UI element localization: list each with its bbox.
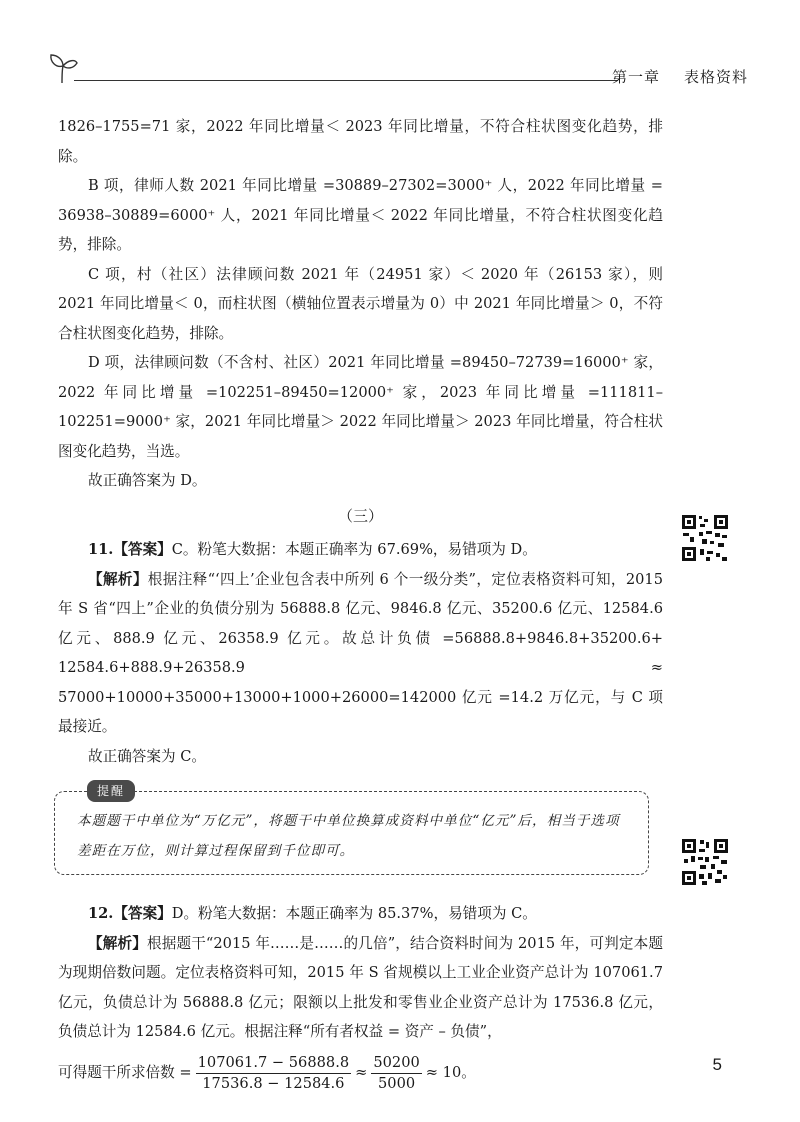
q12-explanation — [58, 929, 663, 1047]
fraction-2 — [371, 1053, 421, 1094]
qr-code-icon[interactable] — [680, 513, 730, 563]
page-number: 5 — [712, 1055, 722, 1074]
q11-explanation-text: 根据注释“‘四上’企业包含表中所列 6 个一级分类”，定位表格资料可知，2015 年 S 省“四上”企业的负债分别为 56888.8 亿元、9846.8 亿元、35200.6 亿元、12584.6 亿元、888.9 亿元、26358.9 亿元。故总计负债 =56888.8+9846.8+35200.6+ 12584.6+888.9+26358.9 ≈ 57000+10000+35000+13000+1000+26000=142000 亿元 =14.2 万亿元，与 C 项最接近。 — [58, 570, 663, 735]
tip-label: 提醒 — [87, 780, 135, 802]
formula-approx: ≈ — [355, 1064, 368, 1082]
chapter-label: 第一章 — [611, 68, 660, 86]
chapter-heading — [612, 66, 748, 87]
formula-suffix: ≈ 10。 — [425, 1064, 476, 1082]
q11-answer — [58, 535, 663, 565]
q11-explanation-label: 【解析】 — [88, 570, 148, 588]
section-title: （三） — [337, 506, 383, 525]
q11-conclusion: 故正确答案为 C。 — [88, 747, 206, 765]
q11-explanation — [58, 565, 663, 742]
qr-code-graphic — [680, 513, 730, 563]
page-header — [48, 50, 748, 90]
paragraph-option-b: B 项，律师人数 2021 年同比增量 =30889–27302=3000⁺ 人，2022 年同比增量 = 36938–30889=6000⁺ 人，2021 年同比增量＜ 2022 年同比增量，不符合柱状图变化趋势，排除。 — [58, 177, 663, 253]
formula-prefix: 可得题干所求倍数 = — [58, 1064, 192, 1082]
fraction-1-numerator: 107061.7 − 56888.8 — [196, 1053, 352, 1074]
formula — [58, 1053, 663, 1094]
fraction-1 — [196, 1053, 352, 1094]
chapter-title: 表格资料 — [683, 68, 748, 86]
paragraph-continuation: 1826–1755=71 家，2022 年同比增量＜ 2023 年同比增量，不符合柱状图变化趋势，排除。 — [58, 118, 663, 165]
q12-explanation-text: 根据题干“2015 年……是……的几倍”，结合资料时间为 2015 年，可判定本题为现期倍数问题。定位表格资料可知，2015 年 S 省规模以上工业企业资产总计为 107061.7 亿元，负债总计为 56888.8 亿元；限额以上批发和零售业企业资产总计为 17536.8 亿元，负债总计为 12584.6 亿元。根据注释“所有者权益 = 资产 – 负债”， — [58, 934, 663, 1040]
qr-code-graphic — [680, 837, 730, 887]
answer-conclusion-10: 故正确答案为 D。 — [88, 472, 207, 489]
fraction-2-denominator: 5000 — [378, 1074, 416, 1092]
fraction-2-numerator: 50200 — [371, 1053, 421, 1074]
paragraph-option-d: D 项，法律顾问数（不含村、社区）2021 年同比增量 =89450–72739=16000⁺ 家，2022 年同比增量 =102251–89450=12000⁺ 家，2023 年同比增量 =111811–102251=9000⁺ 家，2021 年同比增量＞ 2022 年同比增量＞ 2023 年同比增量，符合柱状图变化趋势，当选。 — [58, 354, 663, 460]
q11-answer-text: C。粉笔大数据：本题正确率为 67.69%，易错项为 D。 — [171, 541, 537, 558]
q11-answer-label: 11.【答案】 — [88, 541, 172, 558]
tip-text: 本题题干中单位为“万亿元”，将题干中单位换算成资料中单位“亿元”后，相当于选项差距在万位，则计算过程保留到千位即可。 — [77, 813, 620, 859]
q12-answer — [58, 899, 663, 929]
qr-code-icon[interactable] — [680, 837, 730, 887]
leaf-sprout-icon — [48, 50, 78, 84]
paragraph-option-c: C 项，村（社区）法律顾问数 2021 年（24951 家）＜ 2020 年（26153 家），则 2021 年同比增量＜ 0，而柱状图（横轴位置表示增量为 0）中 2021 年同比增量＞ 0，不符合柱状图变化趋势，排除。 — [58, 265, 663, 342]
q12-answer-text: D。粉笔大数据：本题正确率为 85.37%，易错项为 C。 — [171, 905, 537, 922]
tip-box — [54, 784, 649, 875]
page-content — [58, 112, 663, 1094]
q12-explanation-label: 【解析】 — [88, 934, 147, 952]
q12-answer-label: 12.【答案】 — [88, 905, 172, 922]
header-rule — [74, 80, 618, 81]
fraction-1-denominator: 17536.8 − 12584.6 — [202, 1074, 345, 1092]
